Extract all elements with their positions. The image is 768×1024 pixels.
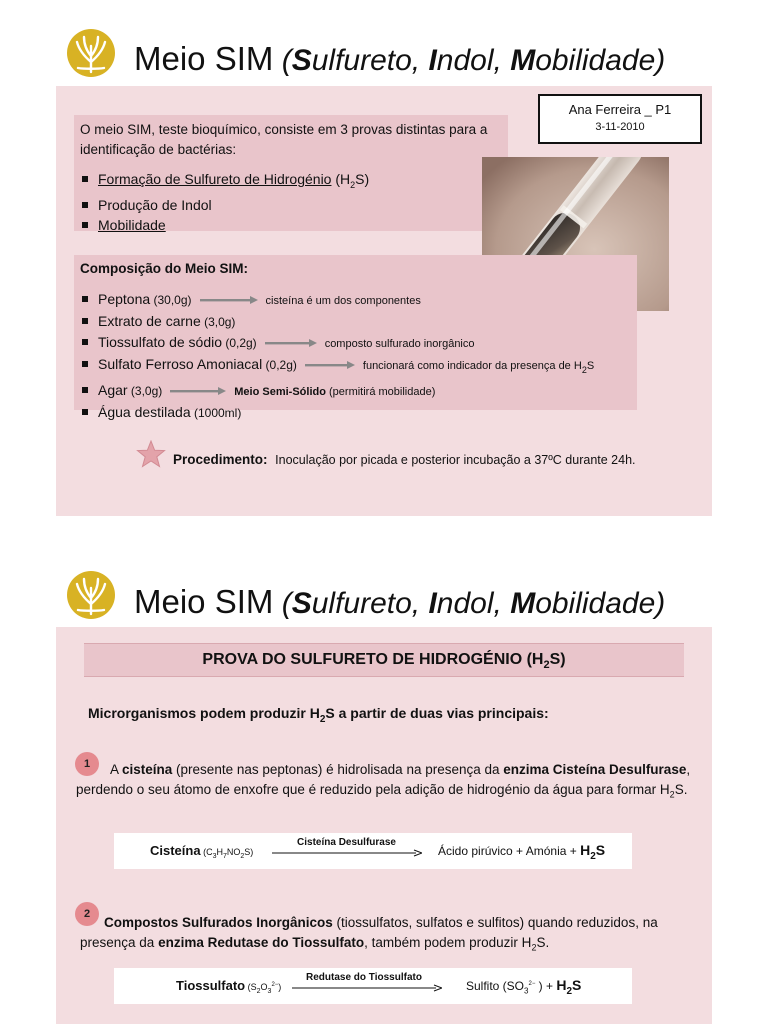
list-item: Sulfato Ferroso Amoniacal (0,2g) funcionará como indicador da presença de $H_2S$ — [78, 354, 594, 380]
list-item: Peptona (30,0g) cisteína é um dos componentes — [78, 289, 594, 311]
star-icon — [136, 440, 166, 468]
products: Ácido pirúvico + Amónia + — [438, 844, 581, 858]
reaction-equation-2: Tiossulfato $(S_2O_3^{2-})$ Redutase do Tiossulfato Sulfito ($SO_3^{2-}$ ) + $H_2S$ — [114, 968, 632, 1004]
arrow-right-icon — [305, 361, 355, 369]
author-date: 3-11-2010 — [595, 121, 645, 133]
list-item: Tiossulfato de sódio (0,2g) composto sulfurado inorgânico — [78, 332, 594, 354]
procedure — [173, 452, 636, 467]
enzyme-label: Redutase do Tiossulfato — [306, 972, 422, 983]
university-logo-icon — [66, 570, 116, 620]
tests-list — [78, 169, 369, 235]
list-item: Formação de Sulfureto de Hidrogénio $(H_2S)$ — [78, 169, 369, 195]
intro-text: O meio SIM, teste bioquímico, consiste em 3 provas distintas para a identificação de bactérias: — [80, 122, 488, 157]
ingredients-list — [78, 289, 594, 423]
composition-heading: Composição do Meio SIM: — [80, 261, 249, 276]
reaction-arrow-icon — [272, 849, 422, 857]
composition-box — [74, 255, 637, 420]
list-item: Agar (3,0g) Meio Semi-Sólido (permitirá mobilidade) — [78, 380, 594, 402]
author-box — [538, 94, 702, 144]
intro-box — [74, 115, 508, 231]
section-banner: PROVA DO SULFURETO DE HIDROGÉNIO $(H_2S)$ — [84, 643, 684, 677]
reactant: Cisteína — [150, 843, 201, 858]
procedure-label: Procedimento: — [173, 452, 268, 467]
reactant: Tiossulfato — [176, 978, 246, 993]
arrow-right-icon — [265, 339, 317, 347]
content-panel — [56, 627, 712, 1024]
arrow-right-icon — [170, 387, 226, 395]
list-item: Água destilada (1000ml) — [78, 402, 594, 423]
author-name: Ana Ferreira _ P1 — [568, 102, 672, 117]
list-item: Mobilidade — [78, 215, 369, 235]
list-item: Extrato de carne (3,0g) — [78, 311, 594, 332]
step-1-text: A cisteína (presente nas peptonas) é hidrolisada na presença da enzima Cisteína Desulfurase, perdendo o seu átomo de enxofre que é reduzido pela adição de hidrogénio da água para formar $H_2S$. — [76, 762, 691, 800]
step-number-badge: 1 — [75, 752, 99, 776]
arrow-right-icon — [200, 296, 258, 304]
products: Sulfito ($SO_3^{2-}$ ) + — [466, 979, 557, 996]
university-logo-icon — [66, 28, 116, 78]
reaction-equation-1: Cisteína $(C_3H_7NO_2S)$ Cisteína Desulfurase Ácido pirúvico + Amónia + $H_2S$ — [114, 833, 632, 869]
enzyme-label: Cisteína Desulfurase — [297, 837, 396, 848]
page-title: Meio SIM (Sulfureto, Indol, Mobilidade) — [134, 40, 666, 77]
step-2-text: Compostos Sulfurados Inorgânicos (tiossulfatos, sulfatos e sulfitos) quando reduzidos, na presença da enzima Redutase do Tiossulfato, também podem produzir $H_2S$. — [80, 915, 658, 953]
lead-text: Microrganismos podem produzir $H_2S$ a partir de duas vias principais: — [88, 705, 549, 725]
slide-2 — [0, 540, 768, 1024]
procedure-text: Inoculação por picada e posterior incubação a 37ºC durante 24h. — [275, 453, 636, 467]
page-title: Meio SIM (Sulfureto, Indol, Mobilidade) — [134, 583, 666, 620]
step-number-badge: 2 — [75, 902, 99, 926]
reaction-arrow-icon — [292, 984, 442, 992]
list-item: Produção de Indol — [78, 195, 369, 215]
